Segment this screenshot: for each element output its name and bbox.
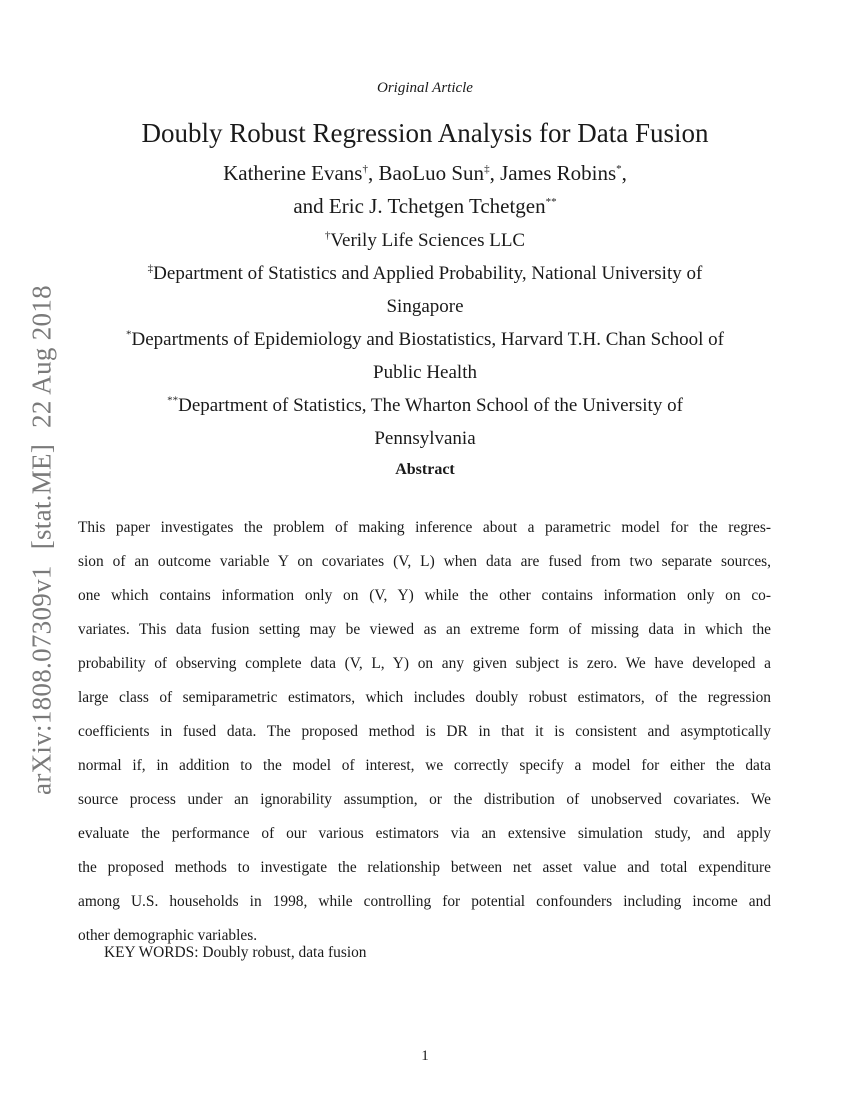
- abstract-heading: Abstract: [395, 461, 455, 478]
- affiliation-text: Public Health: [373, 362, 477, 383]
- affiliation: [0, 323, 850, 389]
- keywords: KEY WORDS: Doubly robust, data fusion: [104, 944, 367, 961]
- author-list: [0, 157, 850, 223]
- affiliation-text: Singapore: [386, 296, 464, 317]
- affiliation-mark: *: [126, 328, 132, 341]
- arxiv-id: arXiv:1808.07309v1: [26, 565, 57, 795]
- abstract-line: variates. This data fusion setting may be viewed as an extreme form of missing data in which the: [78, 621, 771, 638]
- abstract-line: one which contains information only on (V, Y) while the other contains information only on co-: [78, 587, 771, 604]
- abstract-line: evaluate the performance of our various estimators via an extensive simulation study, and apply: [78, 825, 771, 842]
- author-line-1: Katherine Evans†, BaoLuo Sun‡, James Robins*,: [223, 161, 627, 185]
- author-mark: ‡: [484, 163, 490, 175]
- affiliation-mark: ‡: [147, 262, 154, 275]
- affiliation: [0, 257, 850, 323]
- arxiv-category: [stat.ME]: [26, 443, 57, 550]
- author-mark: **: [545, 196, 557, 208]
- paper-title: Doubly Robust Regression Analysis for Data Fusion: [141, 118, 709, 148]
- affiliation-text: Department of Statistics and Applied Probability, National University of: [153, 263, 703, 284]
- abstract-body: [78, 511, 771, 953]
- page-number: 1: [421, 1048, 429, 1064]
- arxiv-date: 22 Aug 2018: [26, 285, 57, 428]
- affiliation-text: Departments of Epidemiology and Biostatistics, Harvard T.H. Chan School of: [131, 329, 724, 350]
- abstract-line: among U.S. households in 1998, while controlling for potential confounders including income and: [78, 893, 771, 910]
- author-name: Eric J. Tchetgen Tchetgen: [328, 194, 546, 218]
- author-mark: *: [616, 163, 622, 175]
- affiliation-text: Verily Life Sciences LLC: [330, 230, 526, 251]
- abstract-line: probability of observing complete data (V, L, Y) on any given subject is zero. We have developed a: [78, 655, 771, 672]
- affiliation-text: Pennsylvania: [374, 428, 476, 449]
- affiliation: [0, 389, 850, 455]
- abstract-line: large class of semiparametric estimators, which includes doubly robust estimators, of the regression: [78, 689, 771, 706]
- affiliation-text: Department of Statistics, The Wharton School of the University of: [178, 395, 683, 416]
- author-name: James Robins: [500, 161, 617, 185]
- author-name: BaoLuo Sun: [378, 161, 485, 185]
- article-kicker: Original Article: [377, 80, 473, 96]
- author-mark: †: [362, 163, 368, 175]
- abstract-line: coefficients in fused data. The proposed method is DR in that it is consistent and asymptotically: [78, 723, 771, 740]
- author-name: Katherine Evans: [223, 161, 363, 185]
- affiliation-mark: †: [324, 229, 331, 242]
- abstract-line: the proposed methods to investigate the relationship between net asset value and total expenditure: [78, 859, 771, 876]
- abstract-line: normal if, in addition to the model of interest, we correctly specify a model for either the data: [78, 757, 771, 774]
- abstract-line: This paper investigates the problem of making inference about a parametric model for the regres-: [78, 519, 771, 536]
- author-conjunction: and: [293, 194, 329, 218]
- affiliation: [0, 224, 850, 257]
- abstract-line: sion of an outcome variable Y on covariates (V, L) when data are fused from two separate sources,: [78, 553, 771, 570]
- author-line-2: [0, 190, 850, 223]
- abstract-line: source process under an ignorability assumption, or the distribution of unobserved covariates. We: [78, 791, 771, 808]
- abstract-line: other demographic variables.: [78, 927, 258, 944]
- affiliation-mark: **: [167, 394, 179, 407]
